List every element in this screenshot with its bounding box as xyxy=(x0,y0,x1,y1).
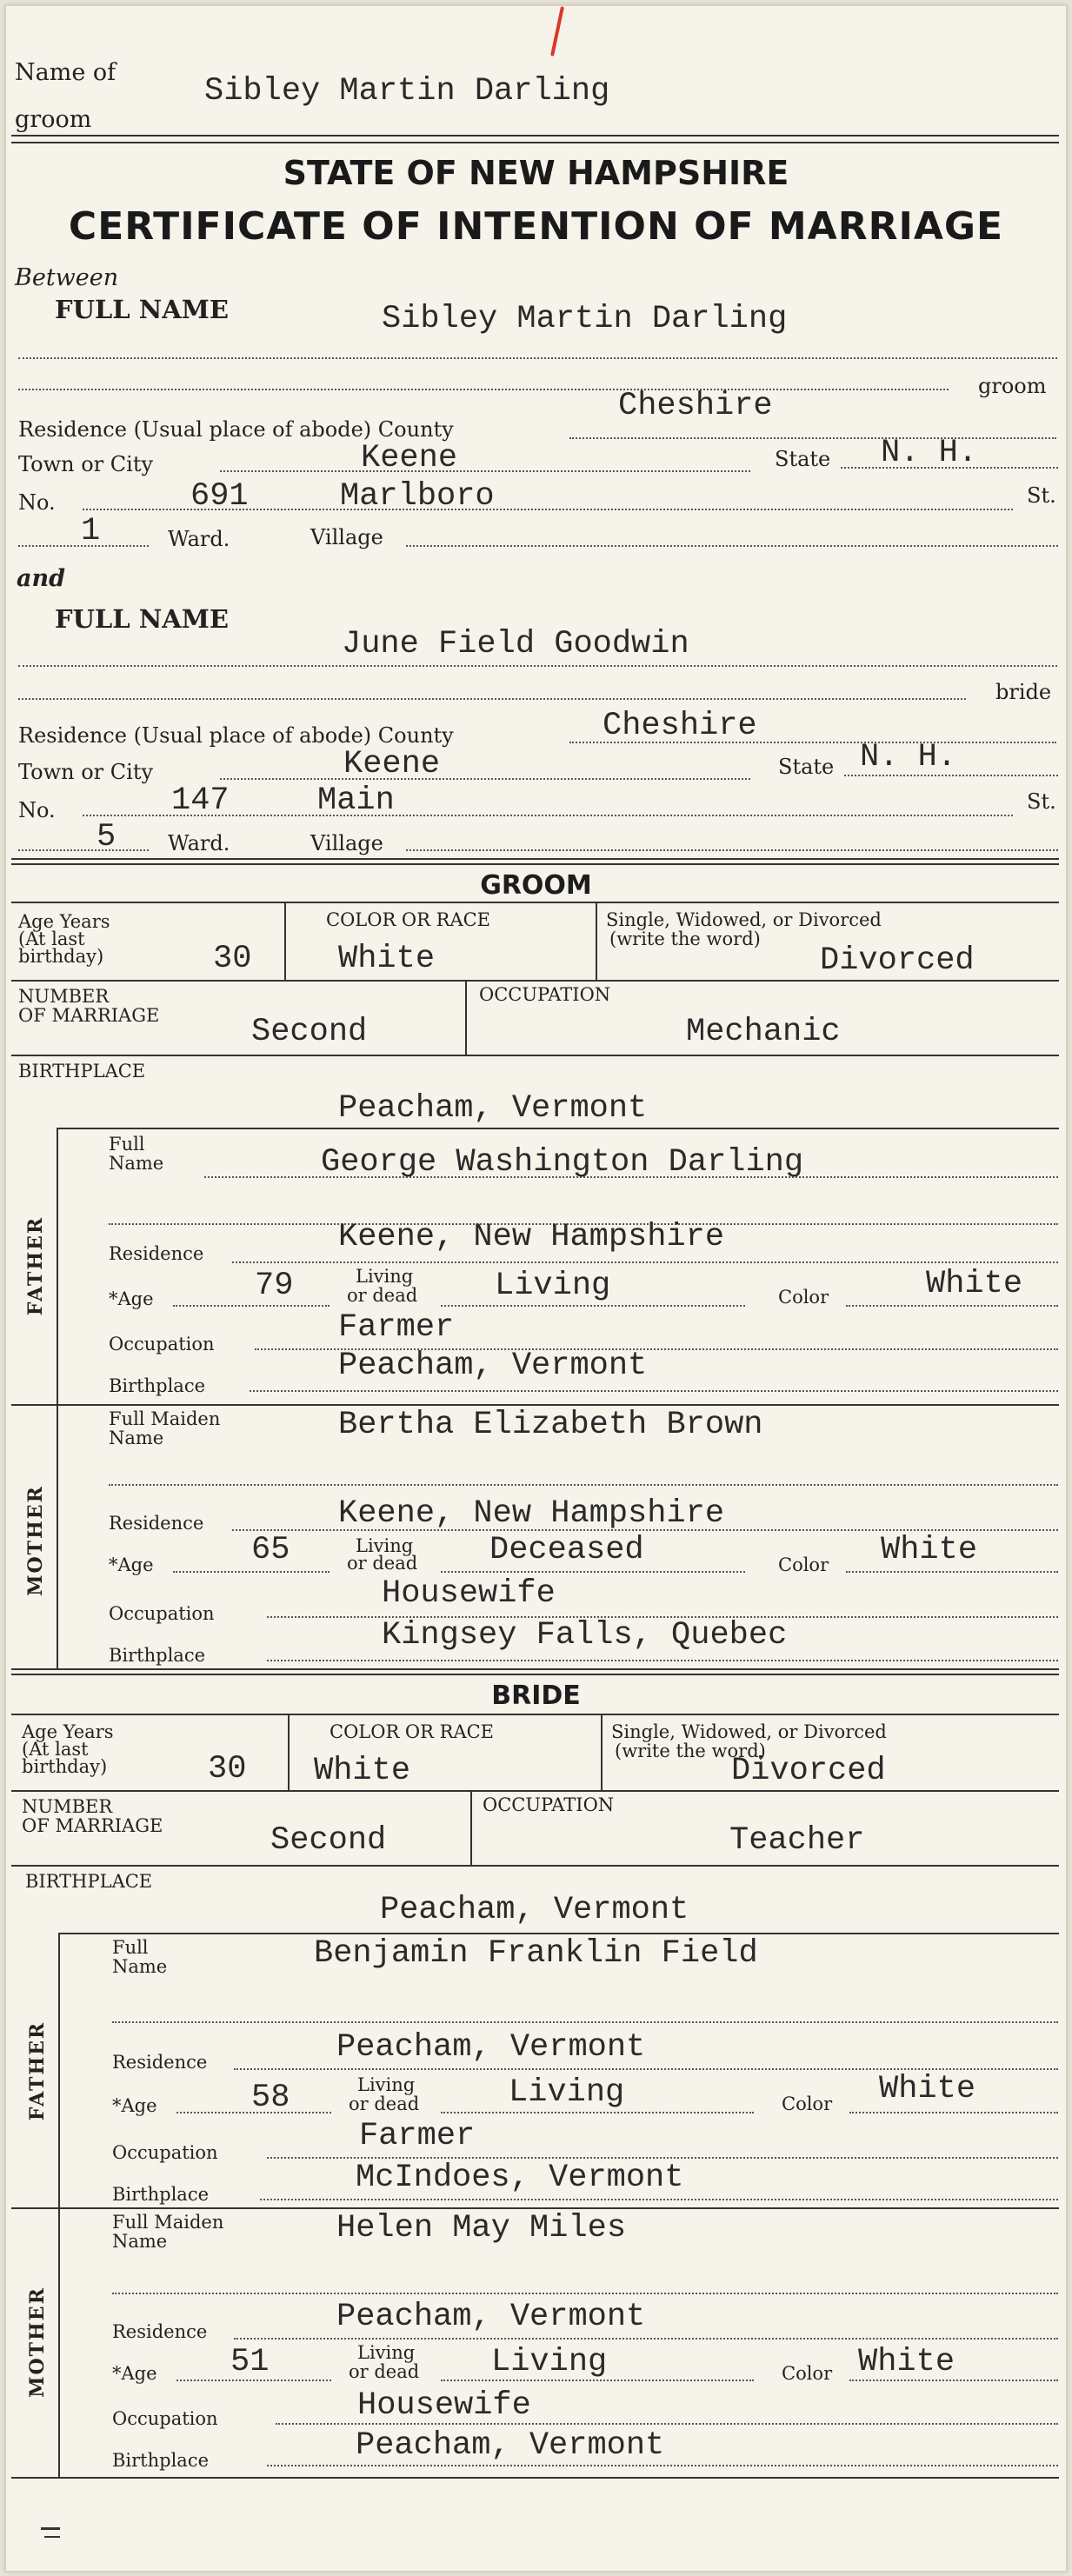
dotted-line xyxy=(846,1305,1058,1307)
name-label: Name xyxy=(109,1428,164,1448)
bride-father-name: Benjamin Franklin Field xyxy=(314,1935,758,1972)
dotted-line xyxy=(260,2199,1058,2200)
divider xyxy=(11,2207,1059,2209)
village-label: Village xyxy=(310,525,383,549)
divider xyxy=(11,1055,1059,1056)
groom-mother-birthplace: Kingsey Falls, Quebec xyxy=(382,1617,788,1654)
divider xyxy=(470,1792,472,1865)
divider xyxy=(601,1715,603,1790)
bride-number-of-marriage: Second xyxy=(270,1822,387,1859)
bride-mother-occupation: Housewife xyxy=(357,2387,531,2424)
living-label: Living xyxy=(357,2342,416,2363)
dotted-line xyxy=(406,545,1058,547)
bride-street: Main xyxy=(317,782,395,819)
dotted-line xyxy=(112,2021,1058,2023)
birthplace-label: Birthplace xyxy=(109,1375,206,1396)
bride-house-no: 147 xyxy=(171,782,230,819)
groom-number-of-marriage: Second xyxy=(251,1014,368,1050)
bride-marital: Divorced xyxy=(731,1753,886,1789)
groom-mother-residence: Keene, New Hampshire xyxy=(338,1495,725,1532)
dotted-line xyxy=(569,437,1056,439)
town-label: Town or City xyxy=(18,760,154,784)
number-label: NUMBER xyxy=(22,1796,113,1817)
and-label: and xyxy=(17,565,66,592)
groom-father-name: George Washington Darling xyxy=(321,1144,804,1181)
living-label-2: or dead xyxy=(347,1553,418,1574)
divider xyxy=(11,1668,1059,1670)
dotted-line xyxy=(220,778,750,780)
groom-town: Keene xyxy=(361,440,458,476)
state-label: State xyxy=(778,755,835,779)
occupation-label: Occupation xyxy=(112,2408,218,2429)
groom-suffix: groom xyxy=(978,374,1047,398)
color-label: Color xyxy=(778,1287,829,1308)
occupation-label: Occupation xyxy=(109,1603,215,1624)
divider xyxy=(58,2207,60,2477)
color-label: Color xyxy=(778,1554,829,1575)
marriage-certificate xyxy=(5,5,1067,2572)
residence-label: Residence (Usual place of abode) County xyxy=(18,417,454,442)
divider xyxy=(57,1128,1059,1129)
groom-mother-age: 65 xyxy=(251,1532,290,1568)
groom-section-title: GROOM xyxy=(480,870,592,901)
birthplace-label: BIRTHPLACE xyxy=(25,1871,153,1892)
residence-label: Residence (Usual place of abode) County xyxy=(18,723,454,748)
groom-full-name: Sibley Martin Darling xyxy=(382,301,788,337)
groom-state: N. H. xyxy=(881,435,978,471)
no-label: No. xyxy=(18,798,56,822)
name-of-groom-label-2: groom xyxy=(15,106,92,133)
marital-label-2: (write the word) xyxy=(615,1741,766,1761)
divider xyxy=(11,980,1059,982)
age-years-label: Age Years xyxy=(22,1721,114,1742)
color-label: Color xyxy=(782,2363,833,2384)
town-label: Town or City xyxy=(18,452,154,476)
bride-father-label: FATHER xyxy=(26,2020,49,2121)
groom-ward: 1 xyxy=(81,513,101,549)
living-label-2: or dead xyxy=(347,1285,418,1306)
groom-mother-living: Deceased xyxy=(489,1532,644,1568)
age-label: *Age xyxy=(112,2095,157,2116)
groom-county: Cheshire xyxy=(618,388,773,424)
groom-house-no: 691 xyxy=(190,478,249,515)
age-years-label-3: birthday) xyxy=(22,1756,108,1777)
groom-birthplace: Peacham, Vermont xyxy=(338,1090,648,1127)
groom-color: White xyxy=(338,941,436,977)
groom-father-birthplace: Peacham, Vermont xyxy=(338,1348,648,1384)
divider xyxy=(596,903,597,980)
divider xyxy=(11,2477,1059,2479)
bride-father-occupation: Farmer xyxy=(359,2118,476,2154)
dotted-line xyxy=(250,1390,1058,1392)
marital-label-2: (write the word) xyxy=(609,929,761,949)
groom-mother-occupation: Housewife xyxy=(382,1575,556,1612)
dotted-line xyxy=(18,357,1057,359)
dotted-line xyxy=(18,698,966,700)
name-label: Name xyxy=(109,1153,164,1174)
living-label: Living xyxy=(356,1266,414,1287)
color-race-label: COLOR OR RACE xyxy=(326,909,491,930)
dotted-line xyxy=(406,849,1058,851)
ink-mark xyxy=(41,2527,60,2530)
bride-suffix: bride xyxy=(995,680,1052,704)
groom-father-residence: Keene, New Hampshire xyxy=(338,1219,725,1255)
bride-father-age: 58 xyxy=(251,2080,290,2116)
red-check-mark xyxy=(550,6,564,57)
residence-label: Residence xyxy=(109,1243,204,1264)
marital-label: Single, Widowed, or Divorced xyxy=(611,1721,887,1742)
age-years-label: Age Years xyxy=(18,911,110,932)
divider xyxy=(11,1865,1059,1867)
divider xyxy=(58,1933,60,2207)
name-of-groom-label: Name of xyxy=(15,59,117,86)
living-label: Living xyxy=(356,1535,414,1556)
groom-father-occupation: Farmer xyxy=(338,1309,455,1346)
bride-town: Keene xyxy=(343,746,441,782)
number-label-2: OF MARRIAGE xyxy=(22,1815,163,1836)
bride-occupation: Teacher xyxy=(729,1822,865,1859)
birthplace-label: BIRTHPLACE xyxy=(18,1061,146,1082)
divider xyxy=(11,858,1059,860)
birthplace-label: Birthplace xyxy=(109,1645,206,1666)
full-maiden-label: Full Maiden xyxy=(109,1408,221,1429)
number-label-2: OF MARRIAGE xyxy=(18,1005,160,1026)
living-label-2: or dead xyxy=(349,2093,420,2114)
age-years-label-3: birthday) xyxy=(18,946,104,967)
bride-mother-residence: Peacham, Vermont xyxy=(336,2299,646,2335)
dotted-line xyxy=(232,1261,1058,1263)
ward-label: Ward. xyxy=(168,831,230,855)
occupation-label: OCCUPATION xyxy=(483,1794,615,1815)
groom-age: 30 xyxy=(213,941,252,977)
residence-label: Residence xyxy=(109,1513,204,1534)
groom-mother-color: White xyxy=(881,1532,978,1568)
dotted-line xyxy=(267,2157,1058,2159)
divider xyxy=(58,1933,1059,1934)
full-label: Full xyxy=(109,1134,145,1155)
dotted-line xyxy=(441,1571,745,1573)
divider xyxy=(11,142,1059,143)
state-label: State xyxy=(775,447,831,471)
color-label: Color xyxy=(782,2093,833,2114)
number-label: NUMBER xyxy=(18,986,110,1007)
divider xyxy=(11,1790,1059,1792)
dotted-line xyxy=(173,1305,330,1307)
groom-full-name-label: FULL NAME xyxy=(55,295,229,324)
groom-father-living: Living xyxy=(495,1268,611,1304)
dotted-line xyxy=(173,1571,330,1573)
dotted-line xyxy=(109,1484,1058,1486)
bride-mother-label: MOTHER xyxy=(26,2286,49,2398)
dotted-line xyxy=(112,2293,1058,2294)
living-label: Living xyxy=(357,2074,416,2095)
st-label: St. xyxy=(1027,483,1056,508)
bride-ward: 5 xyxy=(97,819,117,855)
groom-marital: Divorced xyxy=(820,942,975,979)
groom-father-age: 79 xyxy=(255,1268,294,1304)
groom-mother-label: MOTHER xyxy=(24,1485,47,1596)
age-label: *Age xyxy=(109,1288,154,1309)
bride-state: N. H. xyxy=(860,739,957,775)
divider xyxy=(11,135,1059,136)
bride-mother-name: Helen May Miles xyxy=(336,2210,627,2247)
st-label: St. xyxy=(1027,789,1056,814)
occupation-label: Occupation xyxy=(109,1334,215,1355)
living-label-2: or dead xyxy=(349,2361,420,2382)
dotted-line xyxy=(234,2338,1058,2340)
bride-section-title: BRIDE xyxy=(491,1681,581,1711)
village-label: Village xyxy=(310,831,383,855)
divider xyxy=(11,902,1059,903)
bride-father-residence: Peacham, Vermont xyxy=(336,2029,646,2066)
birthplace-label: Birthplace xyxy=(112,2450,210,2471)
divider xyxy=(284,903,286,980)
no-label: No. xyxy=(18,490,56,515)
bride-age: 30 xyxy=(208,1751,247,1787)
certificate-title: CERTIFICATE OF INTENTION OF MARRIAGE xyxy=(68,204,1004,249)
bride-mother-living: Living xyxy=(491,2344,608,2380)
name-label: Name xyxy=(112,1956,168,1977)
bride-county: Cheshire xyxy=(603,708,757,744)
groom-father-label: FATHER xyxy=(24,1215,47,1316)
ward-label: Ward. xyxy=(168,527,230,551)
bride-birthplace: Peacham, Vermont xyxy=(380,1892,689,1928)
dotted-line xyxy=(220,470,750,472)
occupation-label: OCCUPATION xyxy=(479,984,611,1005)
divider xyxy=(11,1714,1059,1715)
dotted-line xyxy=(846,1571,1058,1573)
age-years-label-2: (At last xyxy=(22,1739,89,1760)
dotted-line xyxy=(18,849,149,851)
divider xyxy=(11,1404,1059,1406)
bride-full-name: June Field Goodwin xyxy=(342,626,689,662)
divider xyxy=(11,863,1059,865)
state-title: STATE OF NEW HAMPSHIRE xyxy=(283,154,789,192)
groom-street: Marlboro xyxy=(340,478,495,515)
birthplace-label: Birthplace xyxy=(112,2184,210,2205)
marital-label: Single, Widowed, or Divorced xyxy=(606,909,882,930)
dotted-line xyxy=(441,2112,754,2113)
occupation-label: Occupation xyxy=(112,2142,218,2163)
dotted-line xyxy=(18,389,949,390)
divider xyxy=(288,1715,290,1790)
header-groom-name: Sibley Martin Darling xyxy=(204,73,610,110)
dotted-line xyxy=(234,2068,1058,2070)
dotted-line xyxy=(267,2465,1058,2466)
dotted-line xyxy=(849,2112,1058,2113)
bride-father-birthplace: McIndoes, Vermont xyxy=(356,2160,684,2196)
between-label: Between xyxy=(15,264,119,291)
full-label: Full xyxy=(112,1937,149,1958)
age-label: *Age xyxy=(109,1554,154,1575)
bride-full-name-label: FULL NAME xyxy=(55,604,229,634)
bride-mother-birthplace: Peacham, Vermont xyxy=(356,2427,665,2464)
divider xyxy=(11,1674,1059,1675)
full-maiden-label: Full Maiden xyxy=(112,2212,224,2233)
divider xyxy=(465,982,467,1055)
bride-mother-age: 51 xyxy=(230,2344,270,2380)
residence-label: Residence xyxy=(112,2321,208,2342)
residence-label: Residence xyxy=(112,2052,208,2073)
groom-father-color: White xyxy=(926,1266,1023,1302)
bride-father-color: White xyxy=(879,2071,976,2107)
bride-color: White xyxy=(314,1753,411,1789)
name-label: Name xyxy=(112,2231,168,2252)
bride-mother-color: White xyxy=(858,2344,955,2380)
divider xyxy=(57,1404,58,1668)
age-years-label-2: (At last xyxy=(18,929,85,949)
groom-occupation: Mechanic xyxy=(686,1014,841,1050)
divider xyxy=(57,1128,58,1404)
ink-mark xyxy=(44,2536,60,2538)
age-label: *Age xyxy=(112,2363,157,2384)
dotted-line xyxy=(441,1305,745,1307)
dotted-line xyxy=(18,665,1057,667)
dotted-line xyxy=(267,1660,1058,1661)
bride-father-living: Living xyxy=(509,2074,625,2111)
groom-mother-name: Bertha Elizabeth Brown xyxy=(338,1407,763,1443)
color-race-label: COLOR OR RACE xyxy=(330,1721,495,1742)
